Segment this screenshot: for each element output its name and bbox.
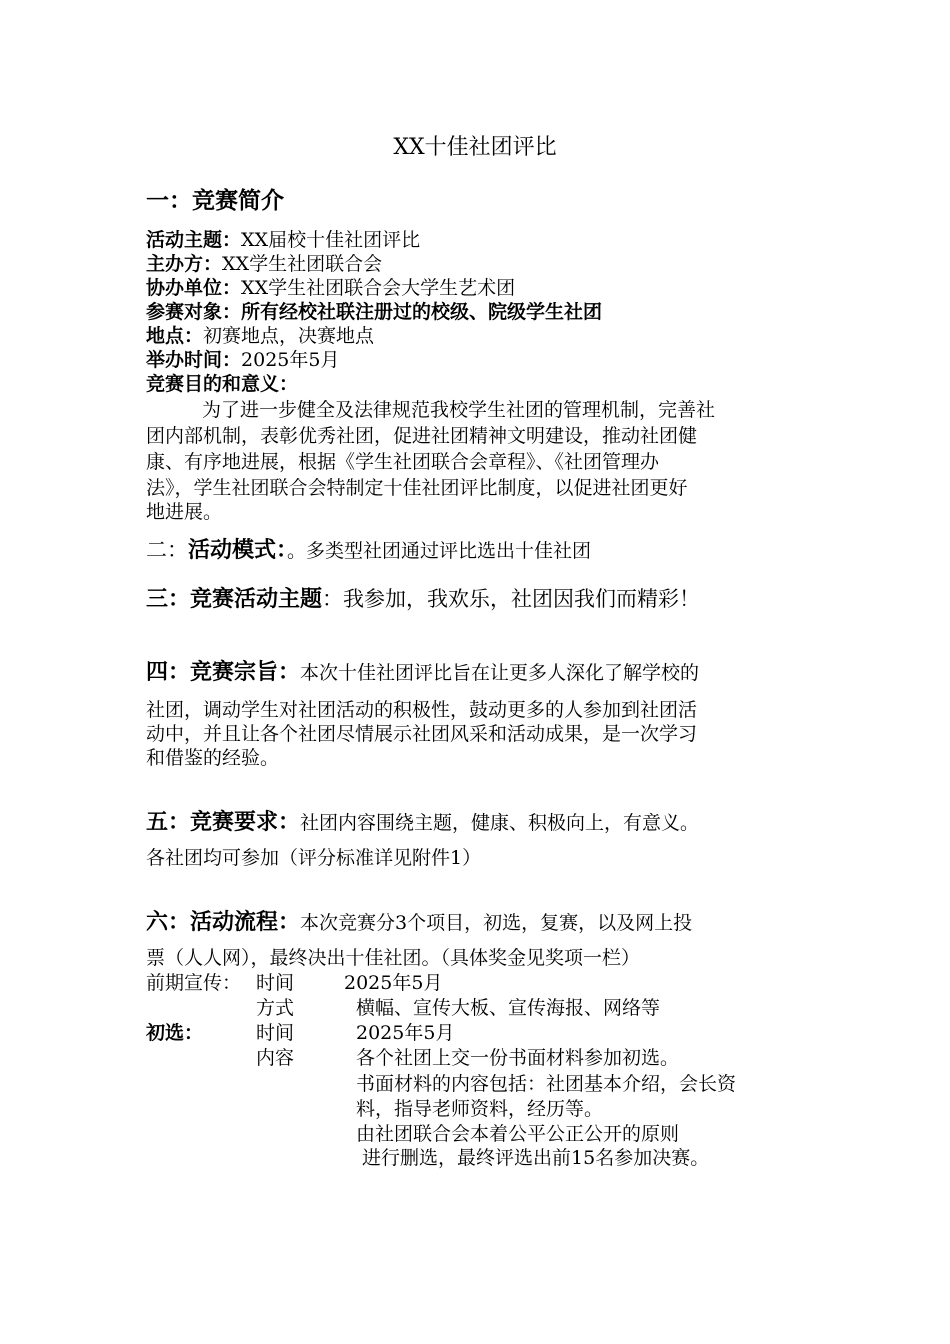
theme-row <box>146 228 420 252</box>
target-label: 参赛对象： <box>146 301 242 323</box>
purpose-line: 为了进一步健全及法律规范我校学生社团的管理机制，完善社 <box>202 399 716 421</box>
section-4-line: 动中，并且让各个社团尽情展示社团风采和活动成果，是一次学习 <box>146 723 698 745</box>
preliminary-content-line: 各个社团上交一份书面材料参加初选。 <box>356 1047 680 1069</box>
preliminary-content-line: 料，指导老师资料，经历等。 <box>356 1098 604 1120</box>
section-3-text: ：我参加，我欢乐，社团因我们而精彩！ <box>322 587 701 611</box>
section-5-first-line <box>146 808 699 838</box>
promo-time-value: 2025年5月 <box>344 972 443 994</box>
section-6-label: 六：活动流程： <box>146 910 301 935</box>
section-2-label: 活动模式： <box>188 538 288 563</box>
section-2 <box>146 536 591 566</box>
preliminary-content-key: 内容 <box>256 1047 295 1069</box>
co-organizer-row <box>146 276 515 300</box>
place-value: 初赛地点，决赛地点 <box>203 325 375 347</box>
host-label: 主办方： <box>146 253 223 275</box>
preliminary-content-line: 由社团联合会本着公平公正公开的原则 <box>356 1123 680 1145</box>
promo-way-key: 方式 <box>256 997 295 1019</box>
section-1-heading: 一：竞赛简介 <box>146 188 284 214</box>
purpose-line: 康、有序地进展，根据《学生社团联合会章程》、《社团管理办 <box>146 451 660 473</box>
target-value: 所有经校社联注册过的校级、院级学生社团 <box>241 301 603 323</box>
section-2-text: 。多类型社团通过评比选出十佳社团 <box>287 540 592 562</box>
purpose-line: 法》，学生社团联合会特制定十佳社团评比制度，以促进社团更好 <box>146 477 688 499</box>
theme-label: 活动主题： <box>146 229 242 251</box>
theme-value: XX届校十佳社团评比 <box>241 229 421 251</box>
section-4-label: 四：竞赛宗旨： <box>146 660 301 685</box>
document-title: XX十佳社团评比 <box>393 135 557 160</box>
preliminary-content-line: 进行删选，最终评选出前15名参加决赛。 <box>356 1147 710 1169</box>
promo-label: 前期宣传： <box>146 972 242 994</box>
preliminary-time-value: 2025年5月 <box>356 1022 455 1044</box>
section-3-label: 三：竞赛活动主题 <box>146 587 323 612</box>
section-4-line: 和借鉴的经验。 <box>146 747 280 769</box>
place-row <box>146 324 374 348</box>
preliminary-content-line: 书面材料的内容包括：社团基本介绍，会长资 <box>356 1073 737 1095</box>
host-row <box>146 252 382 276</box>
promo-time-key: 时间 <box>256 972 295 994</box>
section-6-text: 本次竞赛分3个项目，初选，复赛，以及网上投 <box>300 912 693 934</box>
purpose-line: 地进展。 <box>146 501 223 523</box>
preliminary-label: 初选： <box>146 1022 204 1044</box>
time-row <box>146 348 339 372</box>
time-label: 举办时间： <box>146 349 242 371</box>
section-5-text: 社团内容围绕主题，健康、积极向上，有意义。 <box>300 812 700 834</box>
purpose-label: 竞赛目的和意义： <box>146 373 299 395</box>
section-6-first-line <box>146 908 692 938</box>
time-value: 2025年5月 <box>241 349 340 371</box>
target-row <box>146 300 602 324</box>
preliminary-time-key: 时间 <box>256 1022 295 1044</box>
place-label: 地点： <box>146 325 204 347</box>
section-5-label: 五：竞赛要求： <box>146 810 301 835</box>
section-4-first-line <box>146 658 699 688</box>
section-4-text: 本次十佳社团评比旨在让更多人深化了解学校的 <box>300 662 700 684</box>
co-organizer-value: XX学生社团联合会大学生艺术团 <box>241 277 516 299</box>
section-3 <box>146 584 700 615</box>
co-organizer-label: 协办单位： <box>146 277 242 299</box>
promo-way-value: 横幅、宣传大板、宣传海报、网络等 <box>356 997 661 1019</box>
purpose-line: 团内部机制，表彰优秀社团，促进社团精神文明建设，推动社团健 <box>146 425 698 447</box>
host-value: XX学生社团联合会 <box>222 253 383 275</box>
section-6-line: 票（人人网），最终决出十佳社团。（具体奖金见奖项一栏） <box>146 947 641 969</box>
section-2-number: 二： <box>146 538 188 562</box>
section-4-line: 社团，调动学生对社团活动的积极性，鼓动更多的人参加到社团活 <box>146 699 698 721</box>
section-5-line: 各社团均可参加（评分标准详见附件1） <box>146 847 482 869</box>
